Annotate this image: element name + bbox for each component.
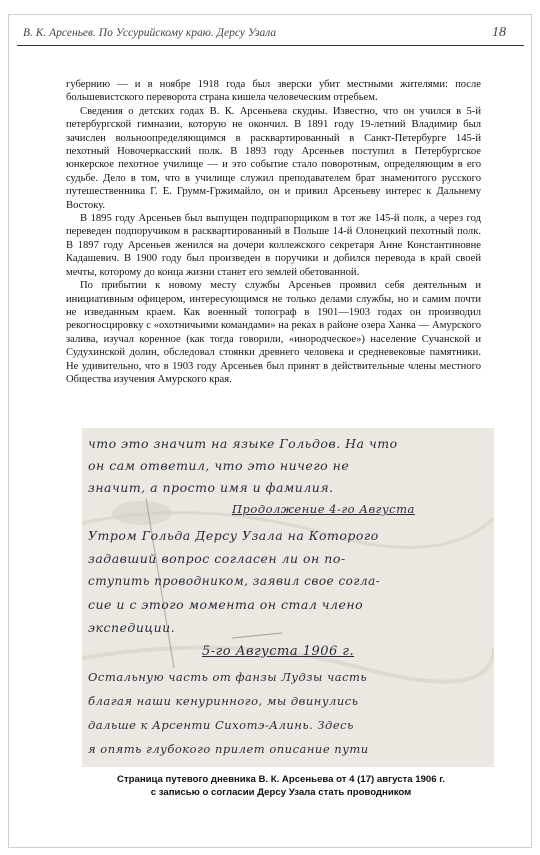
- handwriting-line-7: ступить проводником, заявил свое согла-: [88, 574, 381, 588]
- handwriting-heading-aug4: Продолжение 4-го Августа: [232, 502, 415, 516]
- handwriting-line-1: что это значит на языке Гольдов. На что: [88, 436, 398, 451]
- figure-caption: [66, 774, 496, 799]
- handwriting-line-9: экспедиции.: [88, 620, 176, 635]
- diary-page-photo: [82, 428, 494, 767]
- handwriting-line-5: Утром Гольда Дерсу Узала на Которого: [88, 528, 379, 543]
- page-number: 18: [492, 25, 506, 40]
- handwriting-line-11: Остальную часть от фанзы Лудзы часть: [88, 670, 368, 684]
- paragraph-2: Сведения о детских годах В. К. Арсеньева скудны. Известно, что он учился в 5-й петербургской гимназии, которую не окончил. В 1891 году 19-летний Владимир был зачислен вольноопределяющимся в расквартированный в Санкт-Петербурге 145-й пехотный Новочеркасский полк. В 1893 году Арсеньев поступил в Петербургское юнкерское пехотное училище — и это событие стало поворотным, определяющим в его судьбе. Дело в том, что в училище служил преподавателем брат знаменитого русского путешественника Г. Е. Грумм-Гржимайло, он и привил Арсеньеву интерес к Дальнему Востоку.: [66, 105, 481, 211]
- caption-line-1: Страница путевого дневника В. К. Арсеньева от 4 (17) августа 1906 г.: [117, 774, 445, 785]
- body-text: [66, 78, 481, 386]
- running-header: [17, 22, 524, 46]
- paragraph-4: По прибытии к новому месту службы Арсеньев проявил себя деятельным и инициативным офицером, интересующимся не только делами службы, но и самим почти не изведанным краем. Как военный топограф в 1901—1903 годах он производил рекогносцировку с «охотничьими командами» на реках в районе озера Ханка — Амурского залива, изучал коренное (как тогда говорили, «инородческое») население Сучанской и Судухинской долин, обследовал стоянки древнего человека и средневековые памятники. Не удивительно, что в 1903 году Арсеньев был принят в действительные члены местного Общества изучения Амурского края.: [66, 280, 481, 385]
- handwriting-line-12: благая наши кенуринного, мы двинулись: [88, 694, 359, 708]
- paragraph-1: губернию — и в ноябре 1918 года был зверски убит местными жителями: после большевистского переворота страна кишела человеческим отребьем.: [66, 79, 481, 104]
- caption-line-2: с записью о согласии Дерсу Узала стать проводником: [150, 786, 412, 798]
- paragraph-3: В 1895 году Арсеньев был выпущен подпрапорщиком в тот же 145-й полк, а через год переведен подпоручиком в расквартированный в Польше 14-й Олонецкий пехотный полк. В 1897 году Арсеньев женился на дочери коллежского секретаря Анне Константиновне Кадашевич. В 1900 году был произведен в поручики и добился перевода в край своей мечты, которому до конца жизни станет его землей обетованной.: [66, 213, 481, 278]
- handwriting-line-3: значит, а просто имя и фамилия.: [88, 480, 334, 495]
- running-title: В. К. Арсеньев. По Уссурийскому краю. Дерсу Узала: [23, 27, 277, 39]
- handwriting-line-2: он сам ответил, что это ничего не: [88, 458, 350, 473]
- handwriting-heading-aug5: 5-го Августа 1906 г.: [202, 644, 355, 659]
- handwriting-line-14: я опять глубокого прилет описание пути: [88, 742, 369, 756]
- handwriting-line-6: задавший вопрос согласен ли он по-: [88, 551, 346, 566]
- handwriting-line-13: дальше к Арсенти Сихотэ-Алинь. Здесь: [88, 718, 354, 732]
- handwriting-line-8: сие и с этого момента он стал члено: [88, 597, 364, 612]
